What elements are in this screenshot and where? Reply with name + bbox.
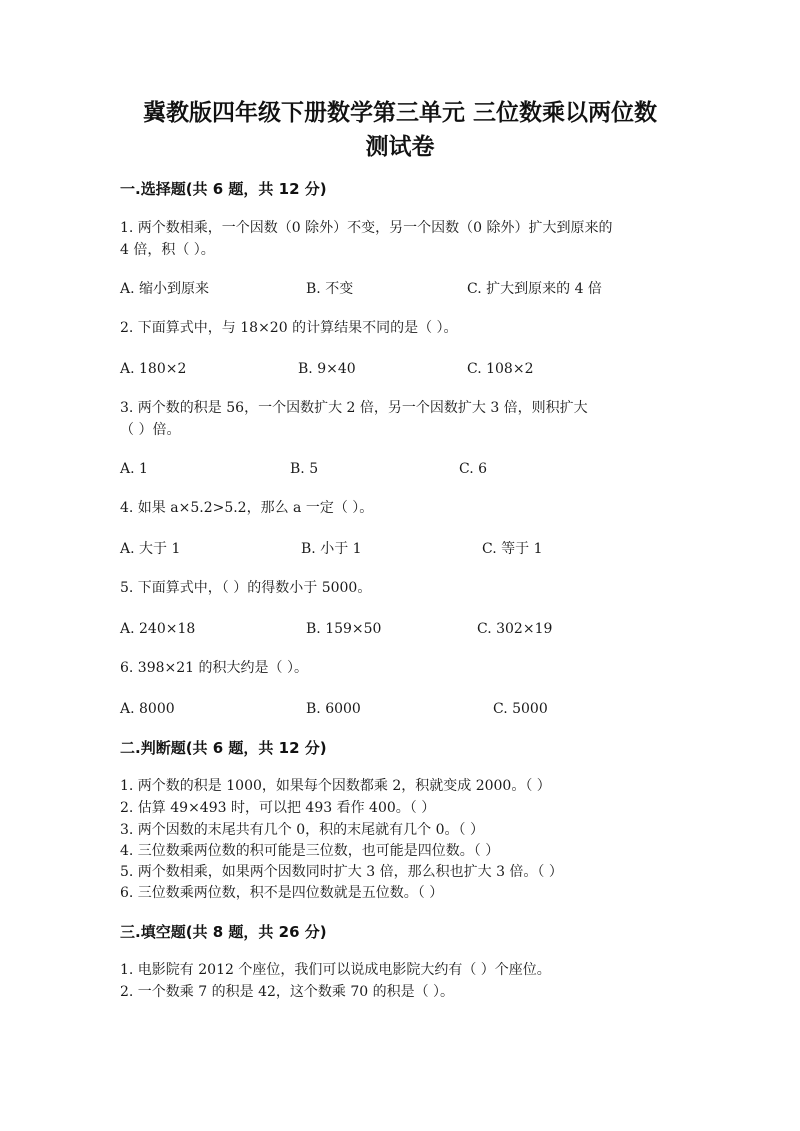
question-6-option-c: C. 5000 (493, 701, 548, 717)
question-1-line-1: 1. 两个数相乘，一个因数（0 除外）不变，另一个因数（0 除外）扩大到原来的 (120, 220, 613, 236)
question-4-option-b: B. 小于 1 (301, 541, 362, 557)
question-2-line-1: 2. 下面算式中，与 18×20 的计算结果不同的是（ ）。 (120, 320, 458, 336)
question-1-line-2: 4 倍，积（ ）。 (120, 242, 215, 258)
question-1-option-a: A. 缩小到原来 (120, 281, 210, 297)
question-2-option-a: A. 180×2 (120, 361, 187, 377)
question-5-option-a: A. 240×18 (120, 621, 196, 637)
question-5-option-c: C. 302×19 (477, 621, 553, 637)
question-3-option-a: A. 1 (120, 461, 148, 477)
question-1-option-c: C. 扩大到原来的 4 倍 (467, 281, 602, 297)
question-2-option-c: C. 108×2 (467, 361, 534, 377)
question-3-option-b: B. 5 (290, 461, 319, 477)
question-3-line-2: （ ）倍。 (120, 422, 181, 438)
section-heading-fill-in: 三.填空题(共 8 题，共 26 分) (120, 923, 327, 941)
fill-in-item-1: 1. 电影院有 2012 个座位，我们可以说成电影院大约有（ ）个座位。 (120, 962, 551, 978)
fill-in-item-2: 2. 一个数乘 7 的积是 42，这个数乘 70 的积是（ ）。 (120, 984, 455, 1000)
question-5-line-1: 5. 下面算式中，（ ）的得数小于 5000。 (120, 580, 372, 596)
exam-title-line-1: 冀教版四年级下册数学第三单元 三位数乘以两位数 (142, 100, 657, 126)
question-1-option-b: B. 不变 (306, 281, 354, 297)
question-5-option-b: B. 159×50 (306, 621, 382, 637)
exam-title-line-2: 测试卷 (365, 134, 435, 160)
question-3-option-c: C. 6 (459, 461, 488, 477)
judgement-item-3: 3. 两个因数的末尾共有几个 0，积的末尾就有几个 0。（ ） (120, 822, 484, 838)
section-heading-choice: 一.选择题(共 6 题，共 12 分) (120, 180, 327, 198)
question-4-line-1: 4. 如果 a×5.2>5.2，那么 a 一定（ ）。 (120, 500, 374, 516)
question-6-line-1: 6. 398×21 的积大约是（ ）。 (120, 660, 308, 676)
judgement-item-6: 6. 三位数乘两位数，积不是四位数就是五位数。（ ） (120, 885, 444, 901)
question-3-line-1: 3. 两个数的积是 56，一个因数扩大 2 倍，另一个因数扩大 3 倍，则积扩大 (120, 400, 588, 416)
question-2-option-b: B. 9×40 (298, 361, 356, 377)
judgement-item-2: 2. 估算 49×493 时，可以把 493 看作 400。（ ） (120, 800, 436, 816)
judgement-item-5: 5. 两个数相乘，如果两个因数同时扩大 3 倍，那么积也扩大 3 倍。（ ） (120, 864, 563, 880)
judgement-item-4: 4. 三位数乘两位数的积可能是三位数，也可能是四位数。（ ） (120, 843, 500, 859)
question-4-option-a: A. 大于 1 (120, 541, 181, 557)
judgement-item-1: 1. 两个数的积是 1000，如果每个因数都乘 2，积就变成 2000。（ ） (120, 778, 551, 794)
section-heading-judgement: 二.判断题(共 6 题，共 12 分) (120, 739, 327, 757)
question-6-option-b: B. 6000 (306, 701, 361, 717)
question-4-option-c: C. 等于 1 (482, 541, 543, 557)
question-6-option-a: A. 8000 (120, 701, 175, 717)
